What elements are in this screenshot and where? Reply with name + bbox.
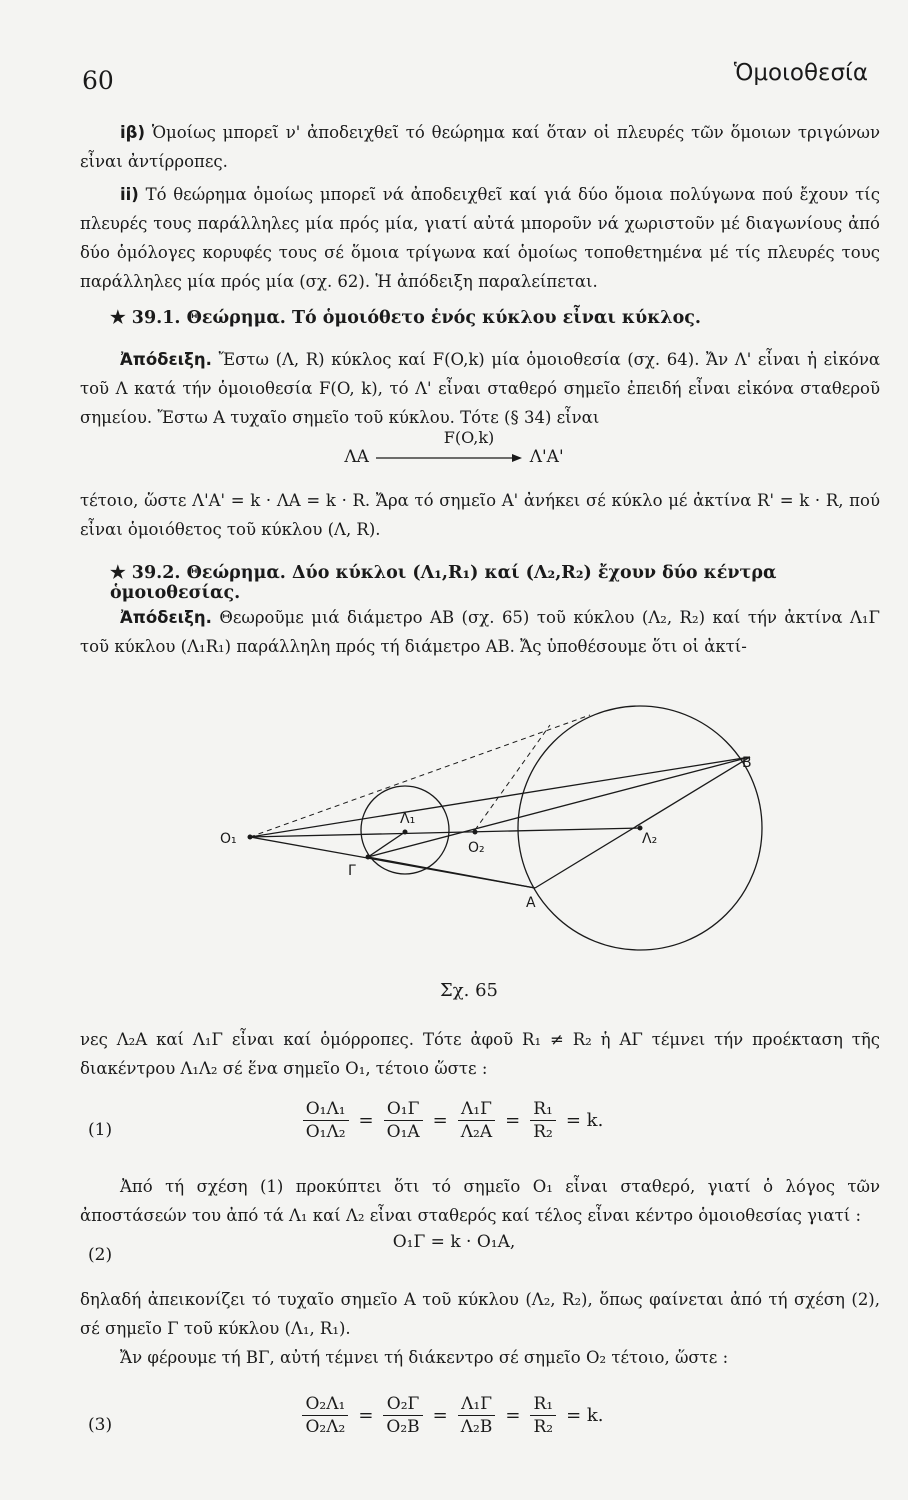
eq3-fraction-1: $\frac{\text{O₂Λ₁}}{\text{O₂Λ₂}}$ [302, 1393, 348, 1438]
after-eq1-text: Ἀπό τή σχέση (1) προκύπτει ὅτι τό σημεῖο O₁ εἶναι σταθερό, γιατί ὁ λόγος τῶν ἀποστάσεών του ἀπό τά Λ₁ καί Λ₂ εἶναι σταθερός καί τέλος εἶναι κέντρο ὁμοιοθεσίας γιατί : [80, 1177, 880, 1225]
intro-text-2: Τό θεώρημα ὁμοίως μπορεῖ νά ἀποδειχθεῖ καί γιά δύο ὅμοια πολύγωνα πού ἔχουν τίς πλευρές τους παράλληλες μία πρός μία, γιατί αὐτά μποροῦν νά χωριστοῦν μέ διαγωνίους ἀπό δύο ὁμόλογες κορυφές τους σέ ὅμοια τρίγωνα καί ὁμοίως τοποθετημένα μέ τίς πλευρές τους παράλληλες μία πρός μία (σχ. 62). Ἡ ἀπόδειξη παραλείπεται. [80, 185, 881, 291]
eq1-end: = k. [565, 1110, 604, 1131]
continuation-block [80, 1025, 880, 1083]
equation-3: $\frac{\text{O₂Λ₁}}{\text{O₂Λ₂}}$ = $\frac{\text{O₂Γ}}{\text{O₂Β}}$ = $\frac{\text{Λ₁Γ}}{\text{Λ₂Β}}$ = $\frac{\text{R₁}}{\text{R₂}}$ = k. [0, 1393, 908, 1438]
label-lambda1: Λ₁ [400, 811, 416, 827]
figure-65 [220, 695, 790, 911]
eq3-fraction-3: $\frac{\text{Λ₁Γ}}{\text{Λ₂Β}}$ [458, 1393, 496, 1438]
intro-paragraph-1 [80, 118, 880, 176]
mapping-left: ΛΑ [344, 447, 369, 467]
proof-1-label: Ἀπόδειξη. [120, 350, 212, 369]
star-icon: ★ [110, 563, 126, 583]
equation-2-number: (2) [88, 1245, 113, 1265]
tangent-dashed-1 [250, 715, 590, 837]
equation-1-number: (1) [88, 1120, 113, 1140]
label-lambda2: Λ₂ [642, 831, 658, 847]
after-eq1-block [80, 1172, 880, 1230]
mapping-arrow-icon [374, 452, 524, 464]
intro-block [80, 118, 880, 296]
theorem-2-proof [80, 603, 880, 661]
line-gamma-lambda1 [368, 832, 405, 857]
point-gamma [366, 855, 371, 860]
running-head: Ὁμοιοθεσία [733, 60, 868, 86]
eq1-fraction-4: $\frac{\text{R₁}}{\text{R₂}}$ [530, 1098, 556, 1143]
equation-3-number: (3) [88, 1415, 113, 1435]
label-b: B [742, 755, 752, 771]
proof-1-text: Ἔστω (Λ, R) κύκλος καί F(O,k) μία ὁμοιοθεσία (σχ. 64). Ἄν Λ' εἶναι ἡ εἰκόνα τοῦ Λ κατά τήν ὁμοιοθεσία F(O, k), τό Λ' εἶναι σταθερό σημεῖο ἐπειδή εἶναι εἰκόνα σταθεροῦ σημείου. Ἔστω Α τυχαῖο σημεῖο τοῦ κύκλου. Τότε (§ 34) εἶναι [80, 350, 881, 427]
page-number: 60 [82, 66, 114, 95]
tangent-dashed-2 [475, 725, 550, 830]
star-icon: ★ [110, 308, 126, 328]
conclusion-1-text: τέτοιο, ὥστε Λ'Α' = k · ΛΑ = k · R. Ἄρα τό σημεῖο Α' ἀνήκει σέ κύκλο μέ ἀκτίνα R' = k · R, πού εἶναι ὁμοιόθετος τοῦ κύκλου (Λ, R). [80, 491, 880, 539]
point-lambda1 [403, 830, 408, 835]
mapping-block [0, 428, 908, 467]
theorem-1-heading: 39.1. Θεώρημα. Τό ὁμοιόθετο ἑνός κύκλου εἶναι κύκλος. [131, 308, 701, 328]
point-o1 [248, 835, 253, 840]
eq1-fraction-3: $\frac{\text{Λ₁Γ}}{\text{Λ₂Α}}$ [458, 1098, 495, 1143]
proof-2-label: Ἀπόδειξη. [120, 608, 212, 627]
intro-label-1: iβ) [120, 123, 146, 142]
theorem-2-heading: 39.2. Θεώρημα. Δύο κύκλοι (Λ₁,R₁) καί (Λ₂,R₂) ἔχουν δύο κέντρα ὁμοιοθεσίας. [110, 563, 777, 603]
point-o2 [473, 830, 478, 835]
eq3-fraction-2: $\frac{\text{O₂Γ}}{\text{O₂Β}}$ [383, 1393, 422, 1438]
intro-text-1: Ὁμοίως μπορεῖ ν' ἀποδειχθεῖ τό θεώρημα καί ὅταν οἱ πλευρές τῶν ὅμοιων τριγώνων εἶναι ἀντίρροπες. [80, 123, 880, 171]
after-eq2-block [80, 1285, 880, 1372]
mapping-label: F(O,k) [443, 428, 495, 447]
proof-2-text: Θεωροῦμε μιά διάμετρο ΑΒ (σχ. 65) τοῦ κύκλου (Λ₂, R₂) καί τήν ἀκτίνα Λ₁Γ τοῦ κύκλου (Λ₁R₁) παράλληλη πρός τή διάμετρο ΑΒ. Ἄς ὑποθέσουμε ὅτι οἱ ἀκτί- [80, 608, 880, 656]
after-eq2-text: δηλαδή ἀπεικονίζει τό τυχαῖο σημεῖο Α τοῦ κύκλου (Λ₂, R₂), ὅπως φαίνεται ἀπό τή σχέση (2), σέ σημεῖο Γ τοῦ κύκλου (Λ₁, R₁). [80, 1290, 880, 1338]
equation-1: $\frac{\text{O₁Λ₁}}{\text{O₁Λ₂}}$ = $\frac{\text{O₁Γ}}{\text{O₁Α}}$ = $\frac{\text{Λ₁Γ}}{\text{Λ₂Α}}$ = $\frac{\text{R₁}}{\text{R₂}}$ = k. [0, 1098, 908, 1143]
eq1-fraction-1: $\frac{\text{O₁Λ₁}}{\text{O₁Λ₂}}$ [303, 1098, 349, 1143]
eq3-end: = k. [566, 1405, 604, 1426]
theorem-1-conclusion [80, 486, 880, 544]
intro-label-2: ii) [120, 185, 139, 204]
figure-caption: Σχ. 65 [440, 980, 498, 1001]
eq1-fraction-2: $\frac{\text{O₁Γ}}{\text{O₁Α}}$ [384, 1098, 423, 1143]
eq3-fraction-4: $\frac{\text{R₁}}{\text{R₂}}$ [530, 1393, 556, 1438]
continuation-text: νες Λ₂Α καί Λ₁Γ εἶναι καί ὁμόρροπες. Τότε ἀφοῦ R₁ ≠ R₂ ἡ ΑΓ τέμνει τήν προέκταση τῆς διακέντρου Λ₁Λ₂ σέ ἕνα σημεῖο O₁, τέτοιο ὥστε : [80, 1030, 880, 1078]
line-o1-lambda2 [250, 828, 640, 837]
equation-2: O₁Γ = k · O₁Α, [392, 1232, 516, 1252]
mapping-right: Λ'Α' [529, 447, 564, 467]
label-gamma: Γ [348, 863, 356, 879]
after-eq2-text-b: Ἄν φέρουμε τή ΒΓ, αὐτή τέμνει τή διάκεντρο σέ σημεῖο O₂ τέτοιο, ὥστε : [120, 1348, 729, 1367]
intro-paragraph-2 [80, 180, 880, 296]
diameter-ab [535, 757, 750, 888]
label-o1: O₁ [220, 831, 237, 847]
theorem-2-title [110, 563, 880, 603]
theorem-1-proof [80, 345, 880, 432]
theorem-1-title [110, 308, 880, 328]
point-lambda2 [638, 826, 643, 831]
label-o2: O₂ [468, 840, 485, 856]
label-a: Α [526, 895, 536, 911]
line-o1-b [250, 757, 750, 837]
line-gamma-b [368, 757, 750, 857]
